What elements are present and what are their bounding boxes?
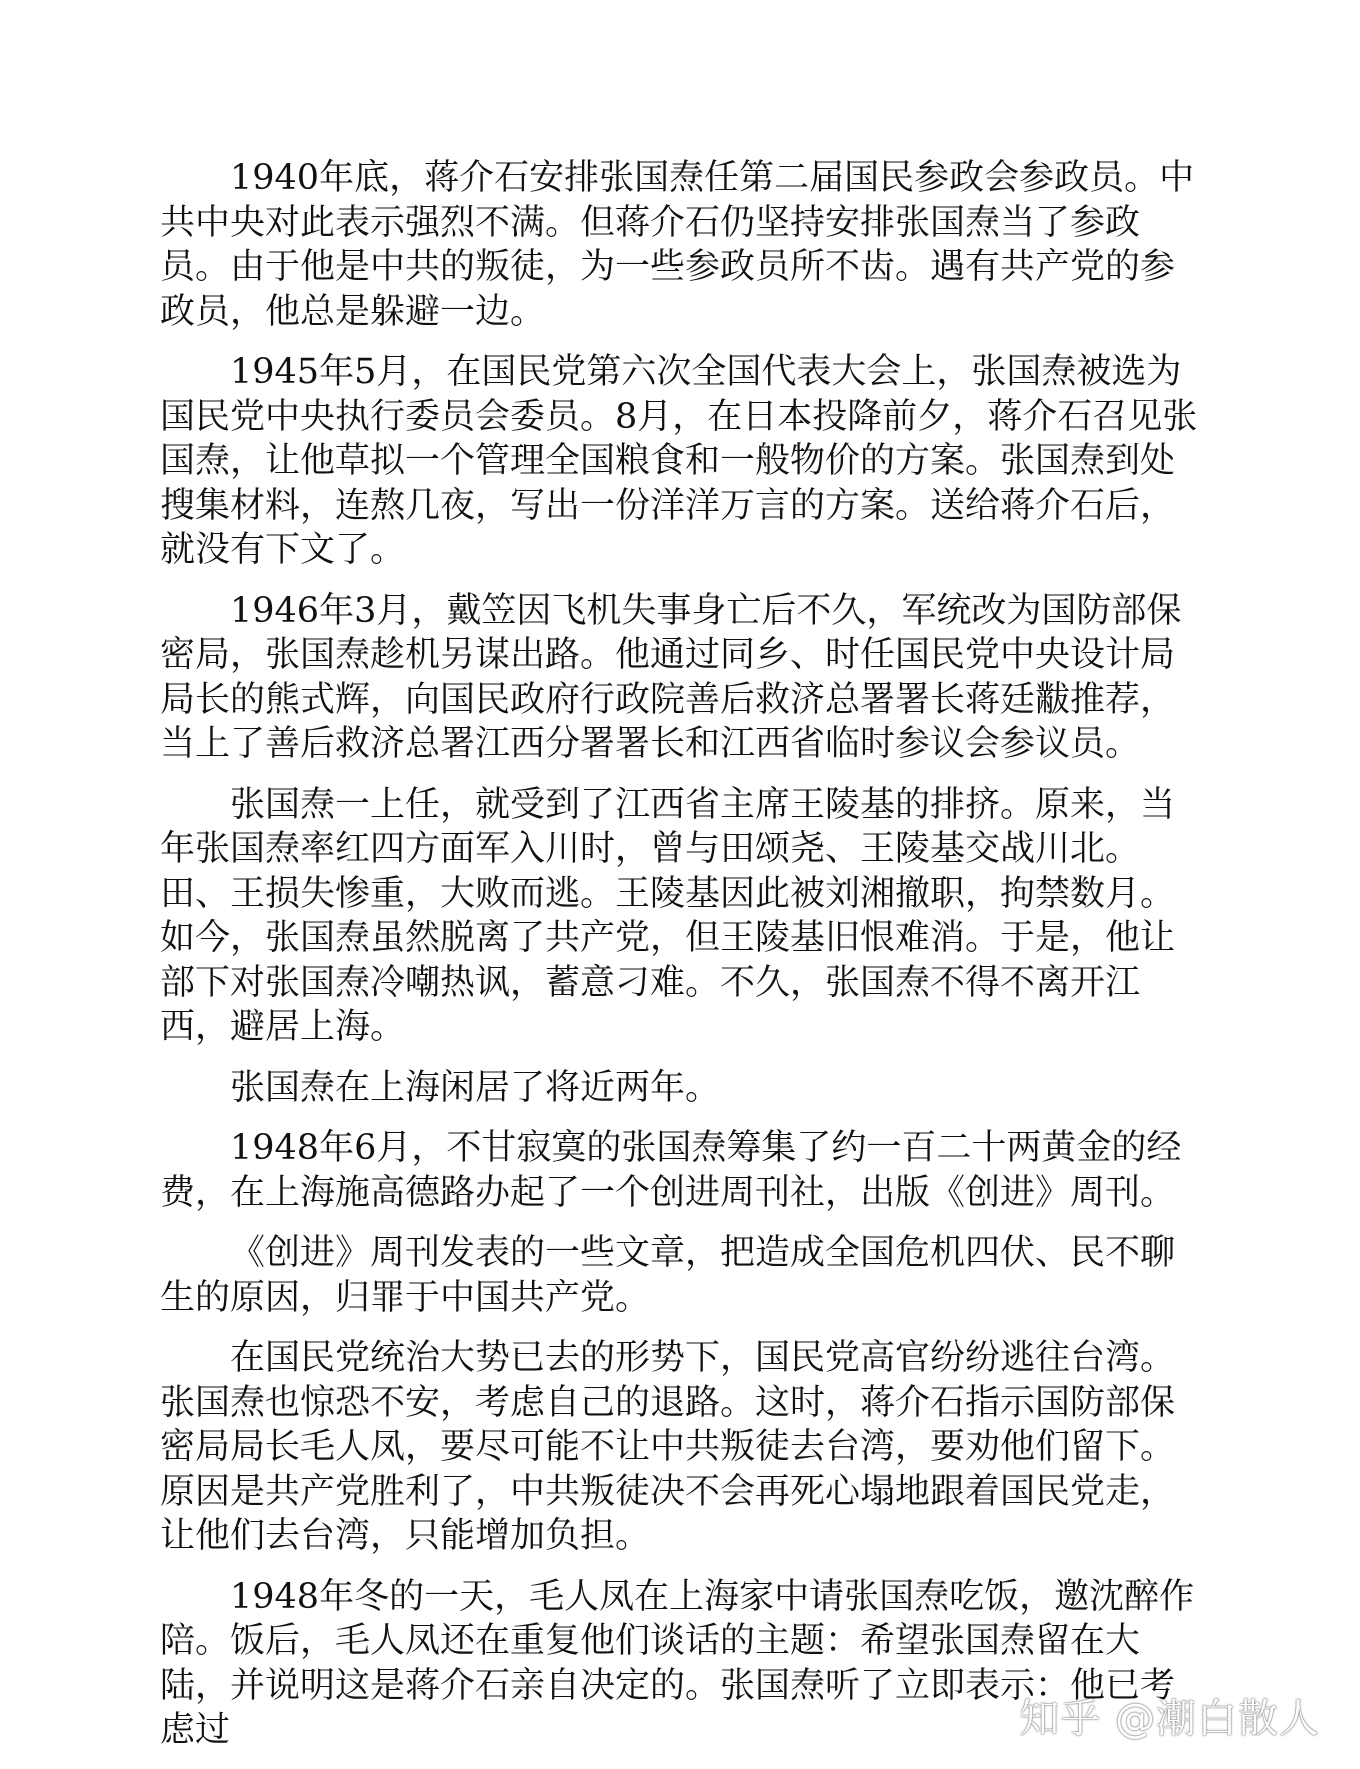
paragraph-1: 1940年底，蒋介石安排张国焘任第二届国民参政会参政员。中共中央对此表示强烈不满。但蒋介石仍坚持安排张国焘当了参政员。由于他是中共的叛徒，为一些参政员所不齿。遇有共产党的参政员，他总是躲避一边。: [160, 158, 1195, 332]
paragraph-6: 1948年6月，不甘寂寞的张国焘筹集了约一百二十两黄金的经费，在上海施高德路办起了一个创进周刊社，出版《创进》周刊。: [160, 1128, 1182, 1213]
document-body: [160, 156, 1200, 1769]
paragraph-3: 1946年3月，戴笠因飞机失事身亡后不久，军统改为国防部保密局，张国焘趁机另谋出路。他通过同乡、时任国民党中央设计局局长的熊式辉，向国民政府行政院善后救济总署署长蒋廷黻推荐，当上了善后救济总署江西分署署长和江西省临时参议会参议员。: [160, 590, 1182, 764]
paragraph-9: 1948年冬的一天，毛人凤在上海家中请张国焘吃饭，邀沈醉作陪。饭后，毛人凤还在重复他们谈话的主题：希望张国焘留在大陆，并说明这是蒋介石亲自决定的。张国焘听了立即表示：他已考虑过: [160, 1576, 1195, 1750]
watermark: 知乎 @潮白散人: [1019, 1696, 1320, 1742]
paragraph-5: 张国焘在上海闲居了将近两年。: [230, 1067, 721, 1108]
paragraph-2: 1945年5月，在国民党第六次全国代表大会上，张国焘被选为国民党中央执行委员会委员。8月，在日本投降前夕，蒋介石召见张国焘，让他草拟一个管理全国粮食和一般物价的方案。张国焘到处搜集材料，连熬几夜，写出一份洋洋万言的方案。送给蒋介石后，就没有下文了。: [160, 352, 1198, 570]
paragraph-8: 在国民党统治大势已去的形势下，国民党高官纷纷逃往台湾。张国焘也惊恐不安，考虑自己的退路。这时，蒋介石指示国防部保密局局长毛人凤，要尽可能不让中共叛徒去台湾，要劝他们留下。原因是共产党胜利了，中共叛徒决不会再死心塌地跟着国民党走，让他们去台湾，只能增加负担。: [160, 1338, 1176, 1556]
paragraph-4: 张国焘一上任，就受到了江西省主席王陵基的排挤。原来，当年张国焘率红四方面军入川时，曾与田颂尧、王陵基交战川北。田、王损失惨重，大败而逃。王陵基因此被刘湘撤职，拘禁数月。如今，张国焘虽然脱离了共产党，但王陵基旧恨难消。于是，他让部下对张国焘冷嘲热讽，蓄意刁难。不久，张国焘不得不离开江西，避居上海。: [160, 784, 1176, 1047]
paragraph-7: 《创进》周刊发表的一些文章，把造成全国危机四伏、民不聊生的原因，归罪于中国共产党。: [160, 1233, 1176, 1318]
